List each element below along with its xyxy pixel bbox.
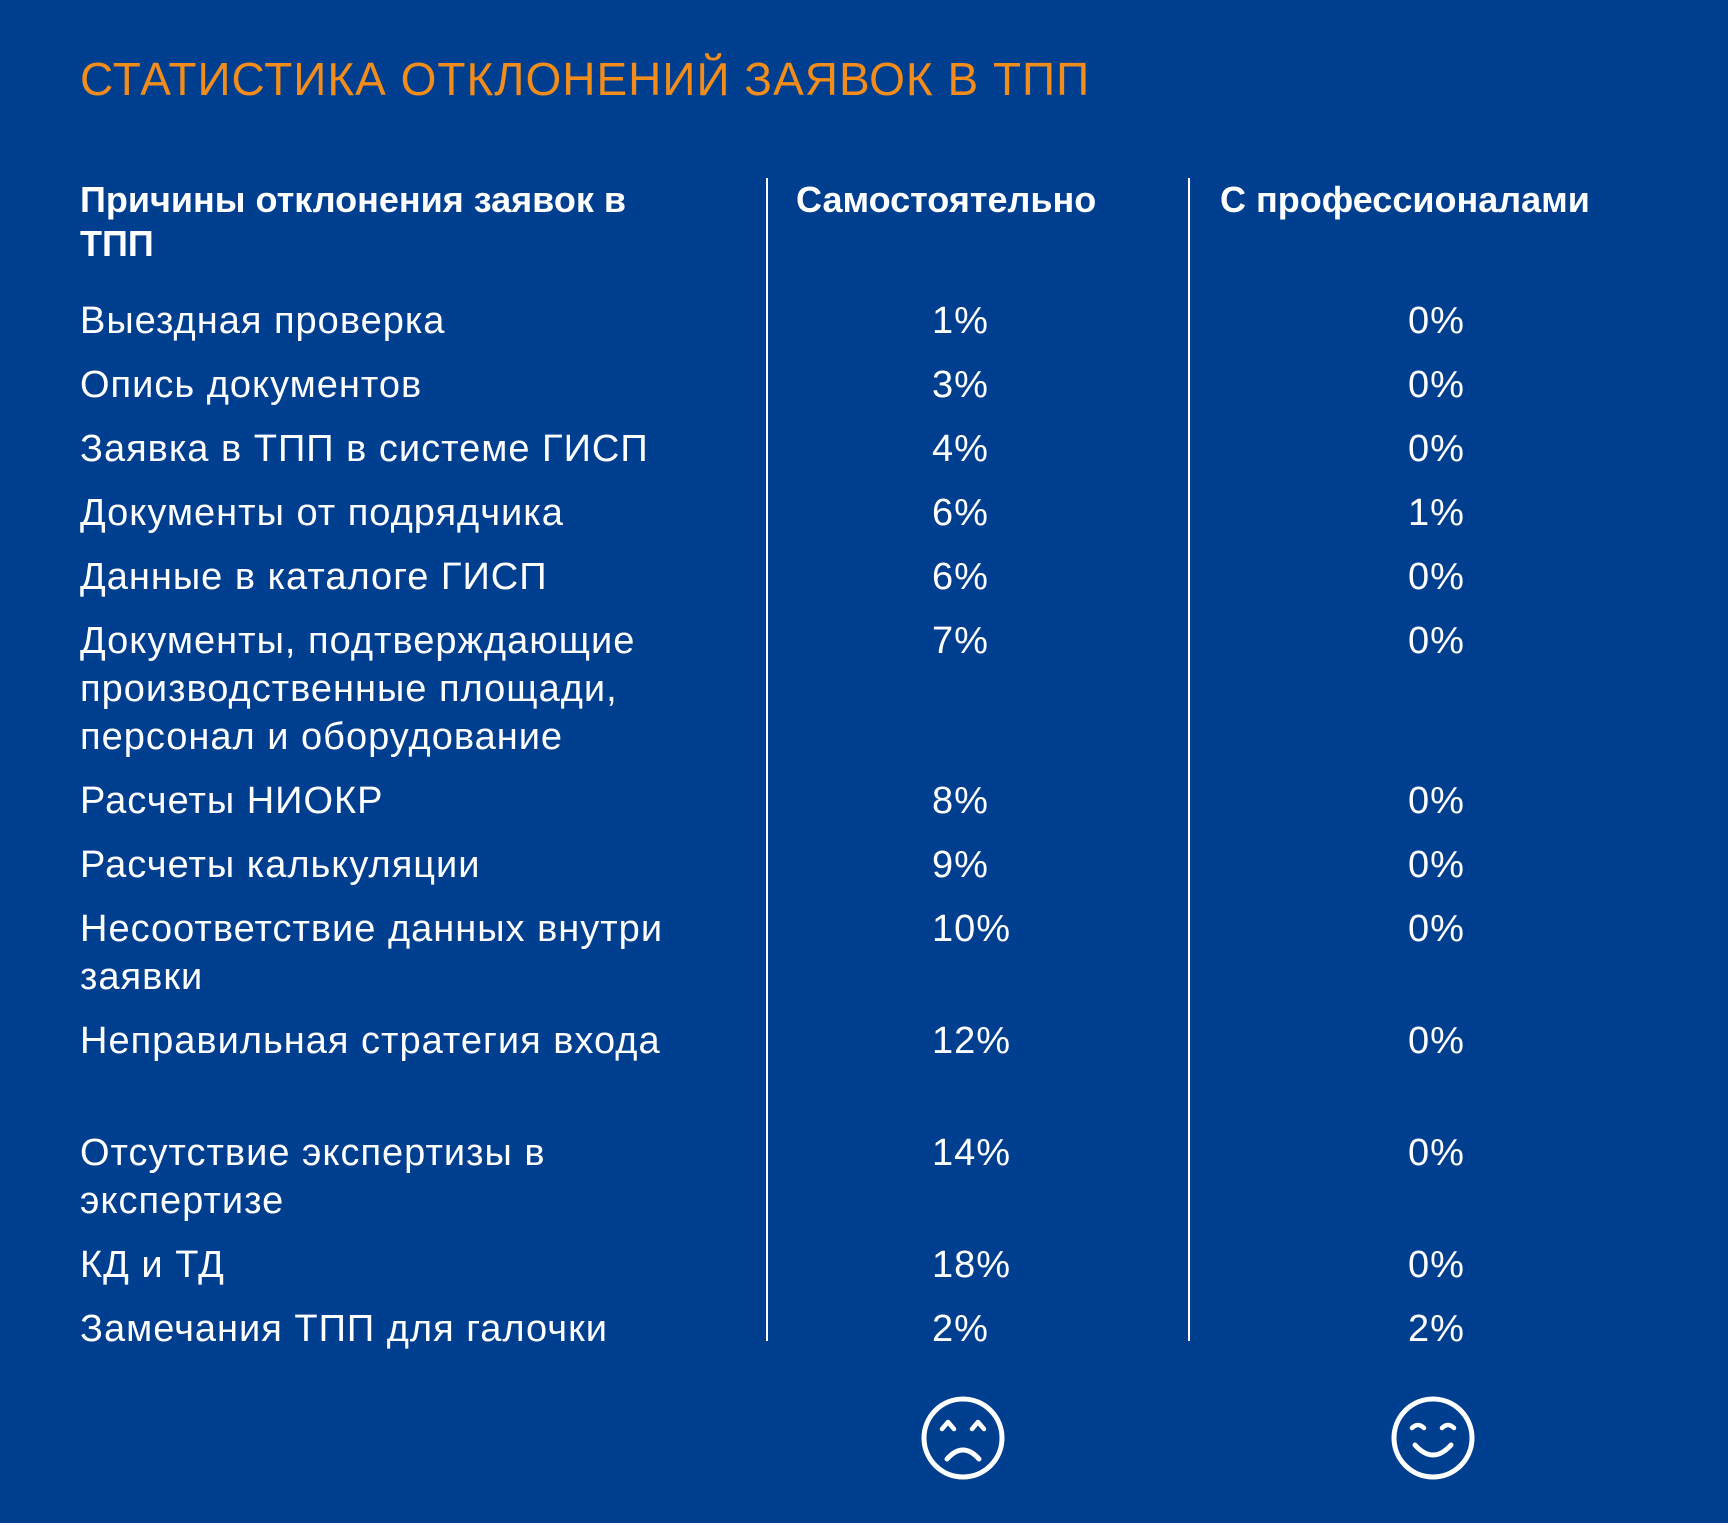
row-reason: Неправильная стратегия входа [80,1020,661,1062]
smiling-face-icon [1390,1395,1476,1481]
row-pro-value: 0% [1408,1020,1465,1062]
row-pro-value: 0% [1408,620,1465,662]
page-title: СТАТИСТИКА ОТКЛОНЕНИЙ ЗАЯВОК В ТПП [80,53,1091,105]
column-header-self: Самостоятельно [796,179,1097,220]
row-pro-value: 0% [1408,908,1465,950]
row-reason: КД и ТД [80,1244,225,1286]
column-header-reason: Причины отклонения заявок в ТПП [80,179,626,264]
row-pro-value: 0% [1408,428,1465,470]
row-pro-value: 2% [1408,1308,1465,1350]
row-reason: Расчеты калькуляции [80,844,481,886]
row-pro-value: 0% [1408,300,1465,342]
row-self-value: 4% [932,428,989,470]
row-self-value: 18% [932,1244,1012,1286]
sad-face-icon [920,1395,1006,1481]
row-pro-value: 0% [1408,556,1465,598]
row-pro-value: 1% [1408,492,1465,534]
row-reason: Выездная проверка [80,300,446,342]
row-reason: Опись документов [80,364,423,406]
row-reason: Документы от подрядчика [80,492,564,534]
row-pro-value: 0% [1408,1132,1465,1174]
row-pro-value: 0% [1408,364,1465,406]
row-self-value: 10% [932,908,1012,950]
row-pro-value: 0% [1408,1244,1465,1286]
row-reason: Отсутствие экспертизы в экспертизе [80,1132,546,1222]
row-self-value: 6% [932,492,989,534]
row-self-value: 12% [932,1020,1012,1062]
row-reason: Документы, подтверждающие производственные площади, персонал и оборудование [80,620,636,758]
row-self-value: 2% [932,1308,989,1350]
row-pro-value: 0% [1408,844,1465,886]
row-pro-value: 0% [1408,780,1465,822]
row-reason: Заявка в ТПП в системе ГИСП [80,428,649,470]
row-self-value: 1% [932,300,989,342]
column-header-pro: С профессионалами [1220,179,1590,220]
row-reason: Несоответствие данных внутри заявки [80,908,664,998]
row-reason: Данные в каталоге ГИСП [80,556,548,598]
row-reason: Замечания ТПП для галочки [80,1308,608,1350]
row-self-value: 9% [932,844,989,886]
row-self-value: 7% [932,620,989,662]
row-self-value: 3% [932,364,989,406]
row-self-value: 14% [932,1132,1012,1174]
row-reason: Расчеты НИОКР [80,780,384,822]
row-self-value: 8% [932,780,989,822]
row-self-value: 6% [932,556,989,598]
